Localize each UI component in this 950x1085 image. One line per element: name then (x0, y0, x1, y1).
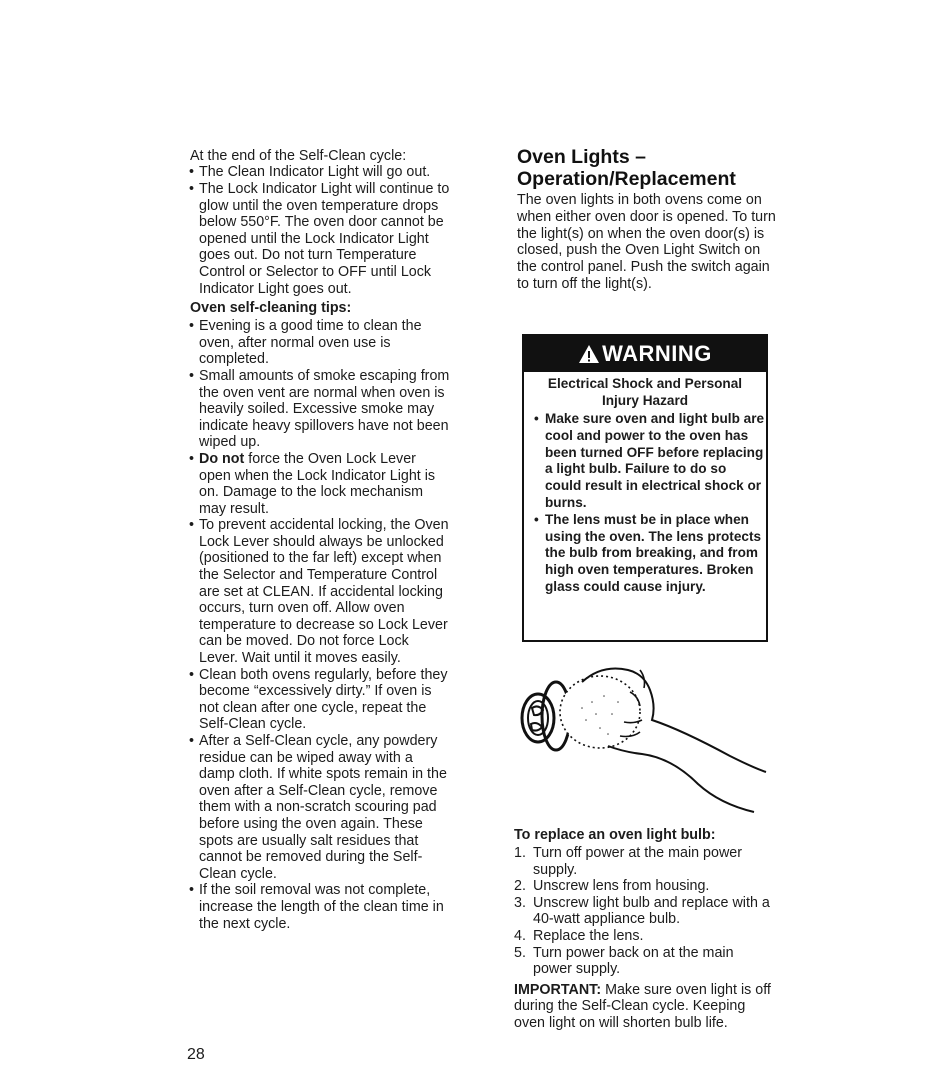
replace-bulb-section (514, 826, 776, 1032)
warning-title: WARNING (602, 341, 712, 366)
list-item: • Clean both ovens regularly, before they become “excessively dirty.” If oven is not clean after one cycle, repeat the Self-Clean cycle. (190, 667, 450, 733)
list-item: 4. Replace the lens. (514, 927, 644, 944)
list-item: • Small amounts of smoke escaping from the oven vent are normal when oven is heavily soiled. Excessive smoke may indicate heavy spillovers have not been wiped up. (190, 368, 450, 451)
warning-list (534, 411, 766, 596)
warning-box (522, 334, 768, 642)
list-item: • Do not force the Oven Lock Lever open when the Lock Indicator Light is on. Damage to the lock mechanism may result. (190, 451, 450, 517)
list-item: • Make sure oven and light bulb are cool and power to the oven has been turned OFF before replacing a light bulb. Failure to do so could result in electrical shock or burns. (534, 411, 766, 512)
list-item: • After a Self-Clean cycle, any powdery residue can be wiped away with a damp cloth. If white spots remain in the oven after a Self-Clean cycle, remove them with a non-scratch scouring pad before using the oven again. These spots are usually salt residues that cannot be removed during the Self-Clean cycle. (190, 733, 450, 882)
steps-list (514, 845, 776, 978)
list-item: • To prevent accidental locking, the Oven Lock Lever should always be unlocked (positioned to the far left) except when the Selector and Temperature Control are set at CLEAN. If accidental locking occurs, turn oven off. Allow oven temperature to decrease so Lock Lever can be moved. Do not force Lock Lever. Wait until it moves easily. (190, 517, 450, 666)
page-number: 28 (187, 1046, 205, 1063)
list-item: • The Lock Indicator Light will continue to glow until the oven temperature drops below 550°F. The oven door cannot be opened until the Lock Indicator Light goes out. Do not turn Temperature Control or Selector to OFF until Lock Indicator Light goes out. (190, 181, 450, 297)
tips-heading: Oven self-cleaning tips: (190, 300, 352, 317)
oven-lights-body: The oven lights in both ovens come on when either oven door is opened. To turn the light(s) on when the oven door(s) is closed, push the Oven Light Switch on the control panel. Push the switch again to turn off the light(s). (517, 192, 776, 292)
list-item: 2. Unscrew lens from housing. (514, 878, 710, 895)
hand-unscrewing-lens-illustration (512, 662, 772, 817)
warning-triangle-icon (578, 344, 600, 364)
tips-list (190, 318, 450, 932)
oven-lights-heading: Oven Lights – Operation/Replacement (517, 146, 736, 190)
left-column (190, 148, 450, 932)
list-item: 3. Unscrew light bulb and replace with a 40-watt appliance bulb. (514, 894, 770, 928)
important-note: IMPORTANT: Make sure oven light is off during the Self-Clean cycle. Keeping oven light on will shorten bulb life. (514, 981, 771, 1031)
steps-heading: To replace an oven light bulb: (514, 827, 716, 843)
self-clean-end-intro: At the end of the Self-Clean cycle: (190, 148, 407, 164)
list-item: • The lens must be in place when using the oven. The lens protects the bulb from breaking, and from high oven temperatures. Broken glass could cause injury. (534, 512, 766, 596)
right-column (514, 146, 776, 293)
list-item: • Evening is a good time to clean the oven, after normal oven use is completed. (190, 318, 450, 368)
list-item: • If the soil removal was not complete, increase the length of the clean time in the next cycle. (190, 882, 450, 932)
warning-header (524, 336, 766, 372)
list-item: 5. Turn power back on at the main power supply. (514, 944, 734, 978)
list-item: • The Clean Indicator Light will go out. (190, 164, 450, 181)
self-clean-end-list (190, 164, 450, 297)
warning-subtitle: Electrical Shock and Personal Injury Hazard (547, 376, 743, 408)
list-item: 1. Turn off power at the main power supply. (514, 845, 743, 878)
